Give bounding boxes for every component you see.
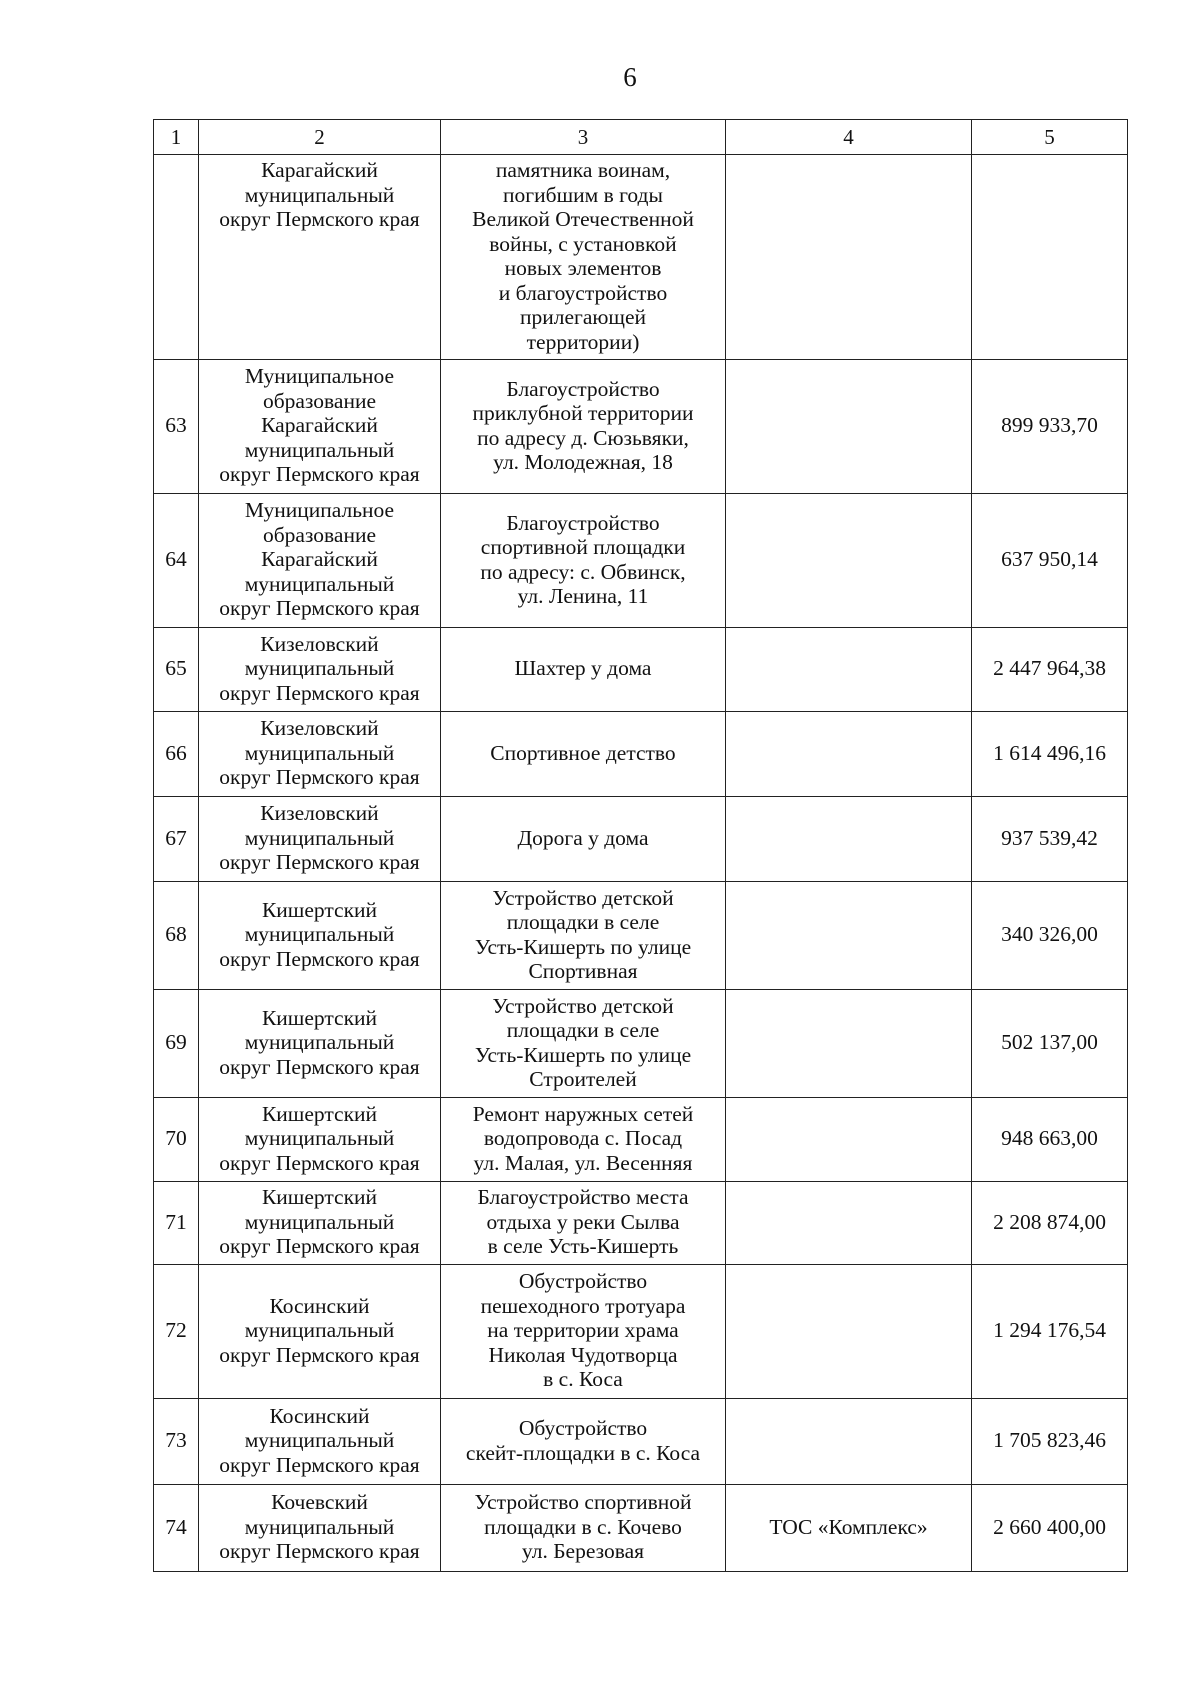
municipality-cell: Кочевский муниципальный округ Пермского края: [199, 1485, 441, 1572]
initiator-cell: [726, 494, 972, 628]
initiator-cell: [726, 712, 972, 797]
project-cell: Шахтер у дома: [441, 628, 726, 712]
project-cell: Ремонт наружных сетей водопровода с. Посад ул. Малая, ул. Весенняя: [441, 1098, 726, 1182]
amount-cell: 2 447 964,38: [972, 628, 1128, 712]
project-cell: Обустройство скейт-площадки в с. Коса: [441, 1399, 726, 1485]
row-number: 64: [154, 494, 199, 628]
row-number: 70: [154, 1098, 199, 1182]
row-number: 71: [154, 1182, 199, 1265]
amount-cell: 899 933,70: [972, 360, 1128, 494]
header-col-2: 2: [199, 120, 441, 155]
initiator-cell: [726, 990, 972, 1098]
amount-cell: 1 705 823,46: [972, 1399, 1128, 1485]
table-row: [154, 494, 1128, 628]
amount-cell: [972, 155, 1128, 360]
header-col-4: 4: [726, 120, 972, 155]
municipality-cell: Косинский муниципальный округ Пермского края: [199, 1399, 441, 1485]
initiator-cell: [726, 1399, 972, 1485]
amount-cell: 502 137,00: [972, 990, 1128, 1098]
amount-cell: 2 660 400,00: [972, 1485, 1128, 1572]
initiator-cell: [726, 882, 972, 990]
table-header-row: [154, 120, 1128, 155]
amount-cell: 637 950,14: [972, 494, 1128, 628]
municipality-cell: Кишертский муниципальный округ Пермского края: [199, 1182, 441, 1265]
initiator-cell: [726, 1265, 972, 1399]
row-number: 63: [154, 360, 199, 494]
row-number: 65: [154, 628, 199, 712]
initiator-cell: ТОС «Комплекс»: [726, 1485, 972, 1572]
initiator-cell: [726, 1098, 972, 1182]
row-number: 68: [154, 882, 199, 990]
table-row: [154, 1182, 1128, 1265]
row-number: 74: [154, 1485, 199, 1572]
row-number: 66: [154, 712, 199, 797]
row-number: 73: [154, 1399, 199, 1485]
table-row: [154, 990, 1128, 1098]
project-cell: Устройство спортивной площадки в с. Кочево ул. Березовая: [441, 1485, 726, 1572]
project-cell: Благоустройство приклубной территории по адресу д. Сюзьвяки, ул. Молодежная, 18: [441, 360, 726, 494]
municipality-cell: Муниципальное образование Карагайский муниципальный округ Пермского края: [199, 494, 441, 628]
project-cell: Устройство детской площадки в селе Усть-Кишерть по улице Спортивная: [441, 882, 726, 990]
table-row: [154, 797, 1128, 882]
project-cell: Дорога у дома: [441, 797, 726, 882]
municipality-cell: Кизеловский муниципальный округ Пермского края: [199, 797, 441, 882]
amount-cell: 1 294 176,54: [972, 1265, 1128, 1399]
project-cell: Обустройство пешеходного тротуара на территории храма Николая Чудотворца в с. Коса: [441, 1265, 726, 1399]
table-row: [154, 1485, 1128, 1572]
table-row: [154, 712, 1128, 797]
initiator-cell: [726, 628, 972, 712]
project-cell: Устройство детской площадки в селе Усть-Кишерть по улице Строителей: [441, 990, 726, 1098]
row-number: 72: [154, 1265, 199, 1399]
project-cell: Благоустройство места отдыха у реки Сылва в селе Усть-Кишерть: [441, 1182, 726, 1265]
table-row: [154, 1265, 1128, 1399]
municipality-cell: Кишертский муниципальный округ Пермского края: [199, 1098, 441, 1182]
amount-cell: 948 663,00: [972, 1098, 1128, 1182]
projects-table: [153, 119, 1128, 1572]
project-cell: памятника воинам, погибшим в годы Великой Отечественной войны, с установкой новых элементов и благоустройство прилегающей территории): [441, 155, 726, 360]
row-number: [154, 155, 199, 360]
table-row: [154, 360, 1128, 494]
municipality-cell: Карагайский муниципальный округ Пермского края: [199, 155, 441, 360]
table-row: [154, 1399, 1128, 1485]
amount-cell: 2 208 874,00: [972, 1182, 1128, 1265]
project-cell: Спортивное детство: [441, 712, 726, 797]
header-col-3: 3: [441, 120, 726, 155]
header-col-1: 1: [154, 120, 199, 155]
initiator-cell: [726, 360, 972, 494]
municipality-cell: Кишертский муниципальный округ Пермского края: [199, 990, 441, 1098]
row-number: 69: [154, 990, 199, 1098]
page-number: 6: [623, 62, 637, 92]
municipality-cell: Косинский муниципальный округ Пермского края: [199, 1265, 441, 1399]
header-col-5: 5: [972, 120, 1128, 155]
initiator-cell: [726, 797, 972, 882]
table-row: [154, 155, 1128, 360]
municipality-cell: Кизеловский муниципальный округ Пермского края: [199, 712, 441, 797]
initiator-cell: [726, 1182, 972, 1265]
table-row: [154, 882, 1128, 990]
amount-cell: 1 614 496,16: [972, 712, 1128, 797]
municipality-cell: Кизеловский муниципальный округ Пермского края: [199, 628, 441, 712]
municipality-cell: Муниципальное образование Карагайский муниципальный округ Пермского края: [199, 360, 441, 494]
row-number: 67: [154, 797, 199, 882]
amount-cell: 340 326,00: [972, 882, 1128, 990]
initiator-cell: [726, 155, 972, 360]
table-row: [154, 628, 1128, 712]
project-cell: Благоустройство спортивной площадки по адресу: с. Обвинск, ул. Ленина, 11: [441, 494, 726, 628]
table-row: [154, 1098, 1128, 1182]
amount-cell: 937 539,42: [972, 797, 1128, 882]
municipality-cell: Кишертский муниципальный округ Пермского края: [199, 882, 441, 990]
